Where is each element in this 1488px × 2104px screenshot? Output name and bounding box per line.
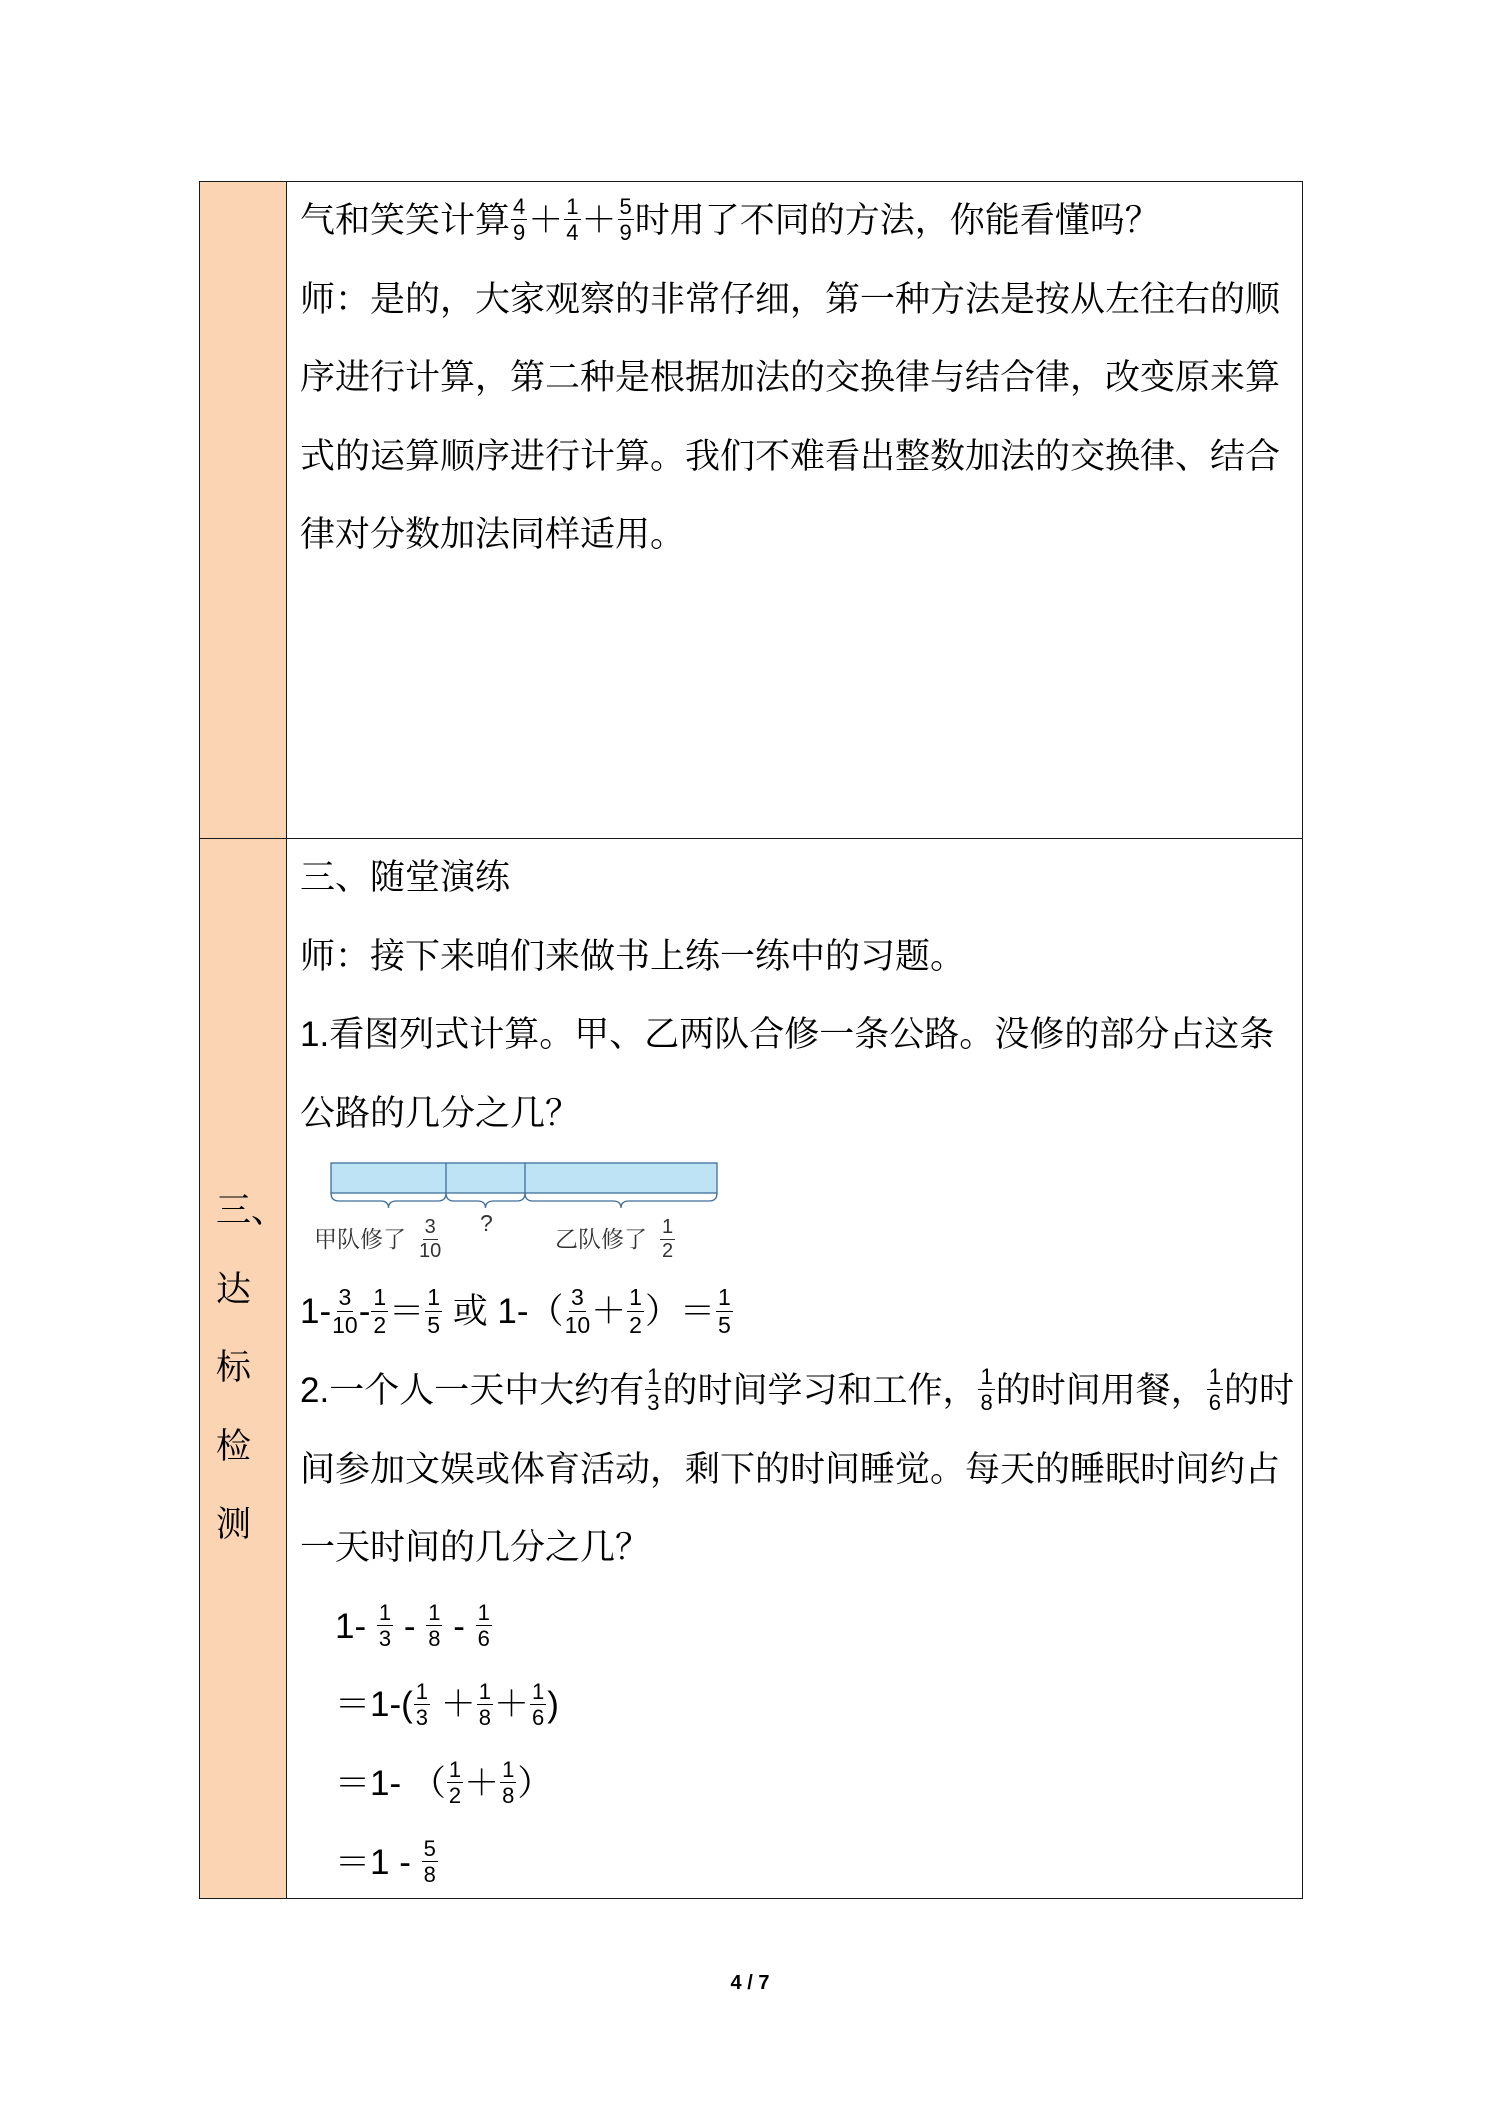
fraction-numerator: 1 — [629, 1284, 642, 1311]
text-line — [300, 918, 1302, 997]
text-run: 2.一个人一天中大约有 — [300, 1370, 645, 1410]
fraction-denominator: 2 — [448, 1783, 462, 1809]
side-label-char: 三、 — [216, 1191, 287, 1232]
lesson-table — [199, 181, 1303, 1899]
team-a-text: 甲队修了 — [314, 1226, 406, 1253]
answer-equation — [300, 1273, 1302, 1352]
text-run: 1- — [335, 1606, 376, 1646]
text-run: 师：是的，大家观察的非常仔细，第一种方法是按从左往右的顺 — [300, 279, 1281, 319]
text-run: 师：接下来咱们来做书上练一练中的习题。 — [300, 936, 966, 976]
fraction — [565, 1285, 591, 1336]
text-run: ＋ — [431, 1685, 476, 1725]
fraction-denominator: 6 — [532, 1704, 545, 1730]
text-line — [300, 1588, 1302, 1667]
side-column-row-2 — [200, 839, 287, 1898]
fraction-numerator: 1 — [378, 1599, 392, 1625]
fraction-numerator: 1 — [566, 194, 579, 220]
text-run: 或 1-（ — [442, 1292, 564, 1332]
text-run: ） — [517, 1763, 553, 1803]
fraction — [627, 1285, 644, 1336]
fraction-denominator: 8 — [502, 1783, 515, 1809]
question-mark: ? — [480, 1210, 493, 1237]
text-run: 1.看图列式计算。甲、乙两队合修一条公路。没修的部分占这条 — [300, 1015, 1275, 1055]
fraction — [618, 195, 634, 244]
fraction-denominator: 2 — [629, 1311, 642, 1338]
text-line — [300, 996, 1302, 1075]
text-run: - — [394, 1606, 426, 1646]
text-run: ＋ — [581, 201, 617, 240]
team-a-label — [314, 1217, 442, 1262]
side-label-char: 检 — [216, 1426, 252, 1467]
text-line — [300, 1745, 1302, 1824]
text-line — [300, 496, 1302, 575]
fraction-denominator: 3 — [647, 1390, 660, 1416]
fraction-denominator: 8 — [980, 1390, 993, 1416]
fraction — [716, 1285, 733, 1336]
fraction — [978, 1365, 994, 1414]
fraction-numerator: 1 — [478, 1678, 492, 1704]
text-run: ＋ — [591, 1292, 627, 1332]
fraction-numerator: 1 — [373, 1284, 387, 1311]
side-label-char: 达 — [216, 1269, 252, 1310]
fraction-denominator: 6 — [1208, 1390, 1221, 1416]
fraction — [377, 1601, 393, 1650]
text-run: ＋ — [528, 201, 564, 240]
team-b-label — [555, 1217, 676, 1262]
fraction-numerator: 1 — [1208, 1364, 1221, 1390]
brace-left — [331, 1193, 446, 1208]
text-run: 公路的几分之几？ — [300, 1093, 581, 1133]
text-run: ＝ — [389, 1292, 425, 1332]
fraction — [500, 1758, 516, 1807]
text-line — [300, 418, 1302, 497]
text-run: ＝1-( — [335, 1685, 413, 1725]
team-b-text: 乙队修了 — [555, 1226, 647, 1253]
brace-right — [525, 1193, 717, 1208]
fraction-numerator: 1 — [662, 1216, 674, 1239]
fraction-denominator: 8 — [428, 1626, 441, 1651]
text-run: 一天时间的几分之几？ — [300, 1528, 651, 1568]
fraction — [530, 1680, 546, 1729]
fraction-denominator: 3 — [378, 1626, 392, 1651]
fraction-denominator: 10 — [419, 1240, 442, 1263]
fraction-denominator: 6 — [477, 1626, 490, 1651]
fraction — [426, 1601, 442, 1650]
text-line — [300, 1075, 1302, 1154]
fraction-denominator: 8 — [478, 1704, 492, 1730]
text-line — [300, 1431, 1302, 1510]
fraction-numerator: 1 — [448, 1757, 462, 1783]
fraction-denominator: 10 — [332, 1311, 358, 1338]
text-run: 1- — [300, 1292, 332, 1332]
fraction — [511, 195, 527, 244]
fraction — [371, 1285, 388, 1336]
side-label-char: 标 — [216, 1348, 252, 1389]
brace-middle — [446, 1193, 525, 1208]
page-number: 4 / 7 — [730, 1972, 770, 1994]
fraction — [476, 1601, 492, 1650]
fraction-numerator: 1 — [415, 1678, 429, 1704]
fraction-numerator: 3 — [338, 1284, 352, 1311]
fraction — [419, 1217, 441, 1262]
calculation-steps — [300, 1588, 1302, 1898]
fraction-denominator: 3 — [415, 1704, 429, 1730]
side-column-row-1 — [200, 182, 287, 839]
text-line — [300, 339, 1302, 418]
text-run: ＝1 - — [335, 1842, 421, 1882]
text-run: 时用了不同的方法，你能看懂吗？ — [634, 201, 1160, 240]
fraction — [660, 1217, 675, 1262]
fraction-denominator: 2 — [662, 1240, 674, 1263]
text-line — [300, 261, 1302, 340]
fraction — [414, 1680, 430, 1729]
fraction-numerator: 1 — [980, 1364, 993, 1390]
fraction-numerator: 4 — [513, 194, 526, 220]
text-run: ＋ — [494, 1685, 530, 1725]
text-run: 气和笑笑计算 — [300, 201, 511, 240]
text-run: - — [358, 1292, 371, 1332]
fraction — [422, 1837, 438, 1886]
fraction-denominator: 2 — [373, 1311, 387, 1338]
fraction-denominator: 5 — [427, 1311, 440, 1338]
unknown-part-label — [480, 1212, 493, 1235]
fraction-denominator: 9 — [619, 220, 632, 246]
fraction — [332, 1285, 358, 1336]
text-run: - — [443, 1606, 475, 1646]
fraction-denominator: 4 — [566, 220, 579, 246]
text-run: 三、随堂演练 — [300, 858, 511, 897]
fraction-numerator: 1 — [477, 1599, 490, 1625]
text-run: 的时间学习和工作， — [662, 1370, 978, 1410]
text-run: 序进行计算，第二种是根据加法的交换律与结合律，改变原来算 — [300, 358, 1281, 398]
fraction-numerator: 1 — [502, 1757, 515, 1783]
exercise-intro — [300, 839, 1302, 1153]
fraction — [564, 195, 580, 244]
fraction-numerator: 1 — [647, 1364, 660, 1390]
fraction-numerator: 1 — [717, 1284, 731, 1311]
fraction — [425, 1285, 442, 1336]
side-label-char: 测 — [216, 1505, 252, 1546]
text-run: ) — [547, 1685, 559, 1725]
text-run: ＋ — [464, 1763, 500, 1803]
fraction — [645, 1365, 661, 1414]
fraction — [477, 1680, 493, 1729]
text-line — [300, 1666, 1302, 1745]
fraction-denominator: 8 — [423, 1861, 436, 1887]
text-line — [300, 1824, 1302, 1898]
text-run: ）＝ — [644, 1292, 715, 1332]
road-bar — [331, 1163, 717, 1193]
text-line — [300, 1509, 1302, 1588]
text-run: 的时间用餐， — [995, 1370, 1206, 1410]
fraction — [1207, 1365, 1223, 1414]
text-run: 律对分数加法同样适用。 — [300, 515, 686, 555]
text-run: ＝1- （ — [335, 1763, 446, 1803]
text-line — [300, 1352, 1302, 1431]
fraction-numerator: 1 — [532, 1678, 545, 1704]
fraction-denominator: 9 — [513, 220, 526, 246]
fraction-numerator: 1 — [427, 1284, 440, 1311]
text-run: 式的运算顺序进行计算。我们不难看出整数加法的交换律、结合 — [300, 436, 1281, 476]
fraction-numerator: 5 — [423, 1835, 436, 1861]
text-line — [300, 839, 1302, 918]
fraction-denominator: 5 — [717, 1311, 731, 1338]
text-line — [300, 1273, 1302, 1352]
road-diagram — [300, 1153, 1000, 1273]
content-cell-row-1 — [287, 182, 1302, 839]
fraction-numerator: 5 — [619, 194, 632, 220]
content-cell-row-2 — [287, 839, 1302, 1898]
fraction — [447, 1758, 463, 1807]
text-run: 间参加文娱或体育活动，剩下的时间睡觉。每天的睡眠时间约占 — [300, 1449, 1281, 1489]
fraction-numerator: 3 — [570, 1284, 584, 1311]
text-run: 的时 — [1223, 1370, 1294, 1410]
text-line — [300, 182, 1302, 261]
problem-2-text — [300, 1352, 1302, 1588]
paragraph-commutative-law — [300, 182, 1302, 575]
fraction-denominator: 10 — [564, 1311, 591, 1338]
fraction-numerator: 3 — [424, 1216, 436, 1239]
fraction-numerator: 1 — [428, 1599, 441, 1625]
